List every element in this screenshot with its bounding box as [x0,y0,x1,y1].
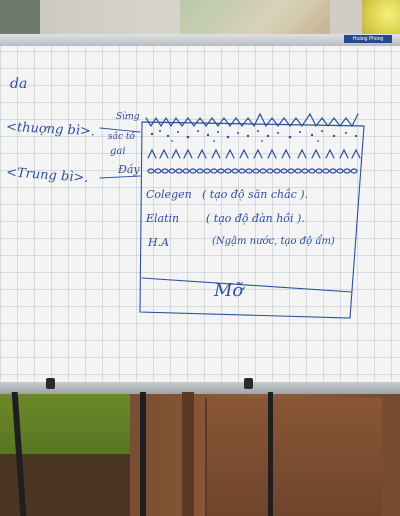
layer-label-day: Đáy [118,163,140,176]
corneum-zigzag [146,114,358,126]
note-term: Colegen [146,188,192,201]
note-term: Elatin [146,212,180,225]
layer-label-sung: Sừng [116,112,140,122]
cabinet-door [205,398,382,516]
label-da: da [10,76,28,92]
wooden-post [182,392,194,516]
layer-label-sac-to: sắc tố [108,132,136,142]
pigment-dots [151,130,357,142]
spinous-layer [148,150,360,158]
note-description: ( tạo độ đàn hồi ). [206,212,305,225]
layer-label-gai: gai [110,146,126,157]
fat-layer-label: Mỡ [214,280,244,301]
brand-label: Hoàng Phong [344,35,392,43]
label-thuong-bi: <thuợng bì>. [5,119,96,140]
easel-leg [140,392,146,516]
note-description: (Ngậm nước, tạo độ ẩm) [212,236,335,247]
label-trung-bi: <Trung bì>. [5,165,89,186]
note-term: H.A [148,236,170,249]
easel-leg [268,392,273,516]
basal-layer [148,169,357,173]
note-description: ( tạo độ săn chắc ). [202,188,309,201]
